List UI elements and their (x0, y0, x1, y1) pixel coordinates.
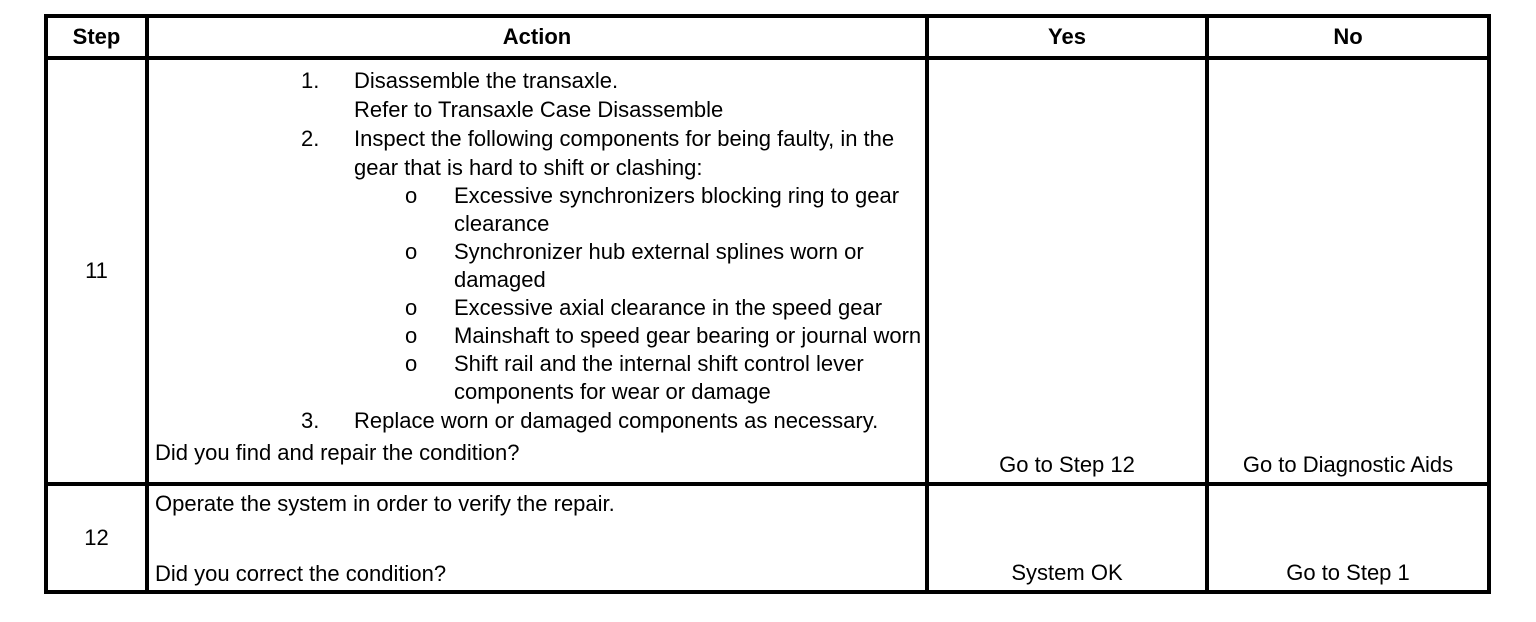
item-line: Inspect the following components for being faulty, in the (354, 126, 895, 151)
item-line: clearance (454, 211, 550, 236)
item-number: 3. (301, 408, 320, 433)
action-cell (147, 484, 927, 592)
item-line: Disassemble the transaxle. (354, 68, 619, 93)
bullet: o (405, 323, 418, 348)
item-line: Mainshaft to speed gear bearing or journal worn (454, 323, 922, 348)
table-row-step-12 (46, 484, 1489, 592)
item-line: Synchronizer hub external splines worn or (454, 239, 864, 264)
bullet: o (405, 183, 418, 208)
header-yes: Yes (927, 16, 1207, 58)
no-answer: Go to Diagnostic Aids (1207, 58, 1489, 484)
step-number: 12 (46, 484, 147, 592)
item-line: Replace worn or damaged components as necessary. (354, 408, 879, 433)
sub-item (149, 350, 925, 406)
item-line: Excessive axial clearance in the speed gear (454, 295, 883, 320)
item-line: Refer to Transaxle Case Disassemble (354, 97, 724, 122)
bullet: o (405, 351, 418, 376)
yes-answer: System OK (927, 484, 1207, 592)
sub-item (149, 238, 925, 294)
action-item (149, 406, 925, 435)
question-text: Did you find and repair the condition? (155, 440, 520, 465)
bullet: o (405, 239, 418, 264)
bullet: o (405, 295, 418, 320)
item-line: Excessive synchronizers blocking ring to gear (454, 183, 900, 208)
yes-answer: Go to Step 12 (927, 58, 1207, 484)
header-row (46, 16, 1489, 58)
action-item (149, 66, 925, 124)
item-line: damaged (454, 267, 546, 292)
header-action: Action (147, 16, 927, 58)
diagnostic-table (44, 14, 1491, 594)
action-item (149, 124, 925, 182)
table-row-step-11 (46, 58, 1489, 484)
item-number: 1. (301, 68, 320, 93)
sub-item (149, 294, 925, 322)
sub-item (149, 322, 925, 350)
item-line: gear that is hard to shift or clashing: (354, 155, 703, 180)
sub-item (149, 182, 925, 238)
question-text: Did you correct the condition? (155, 561, 447, 586)
action-text: Operate the system in order to verify the repair. (155, 491, 615, 516)
item-line: components for wear or damage (454, 379, 771, 404)
step-number: 11 (46, 58, 147, 484)
header-step: Step (46, 16, 147, 58)
no-answer: Go to Step 1 (1207, 484, 1489, 592)
action-cell (147, 58, 927, 484)
header-no: No (1207, 16, 1489, 58)
item-line: Shift rail and the internal shift control lever (454, 351, 864, 376)
item-number: 2. (301, 126, 320, 151)
